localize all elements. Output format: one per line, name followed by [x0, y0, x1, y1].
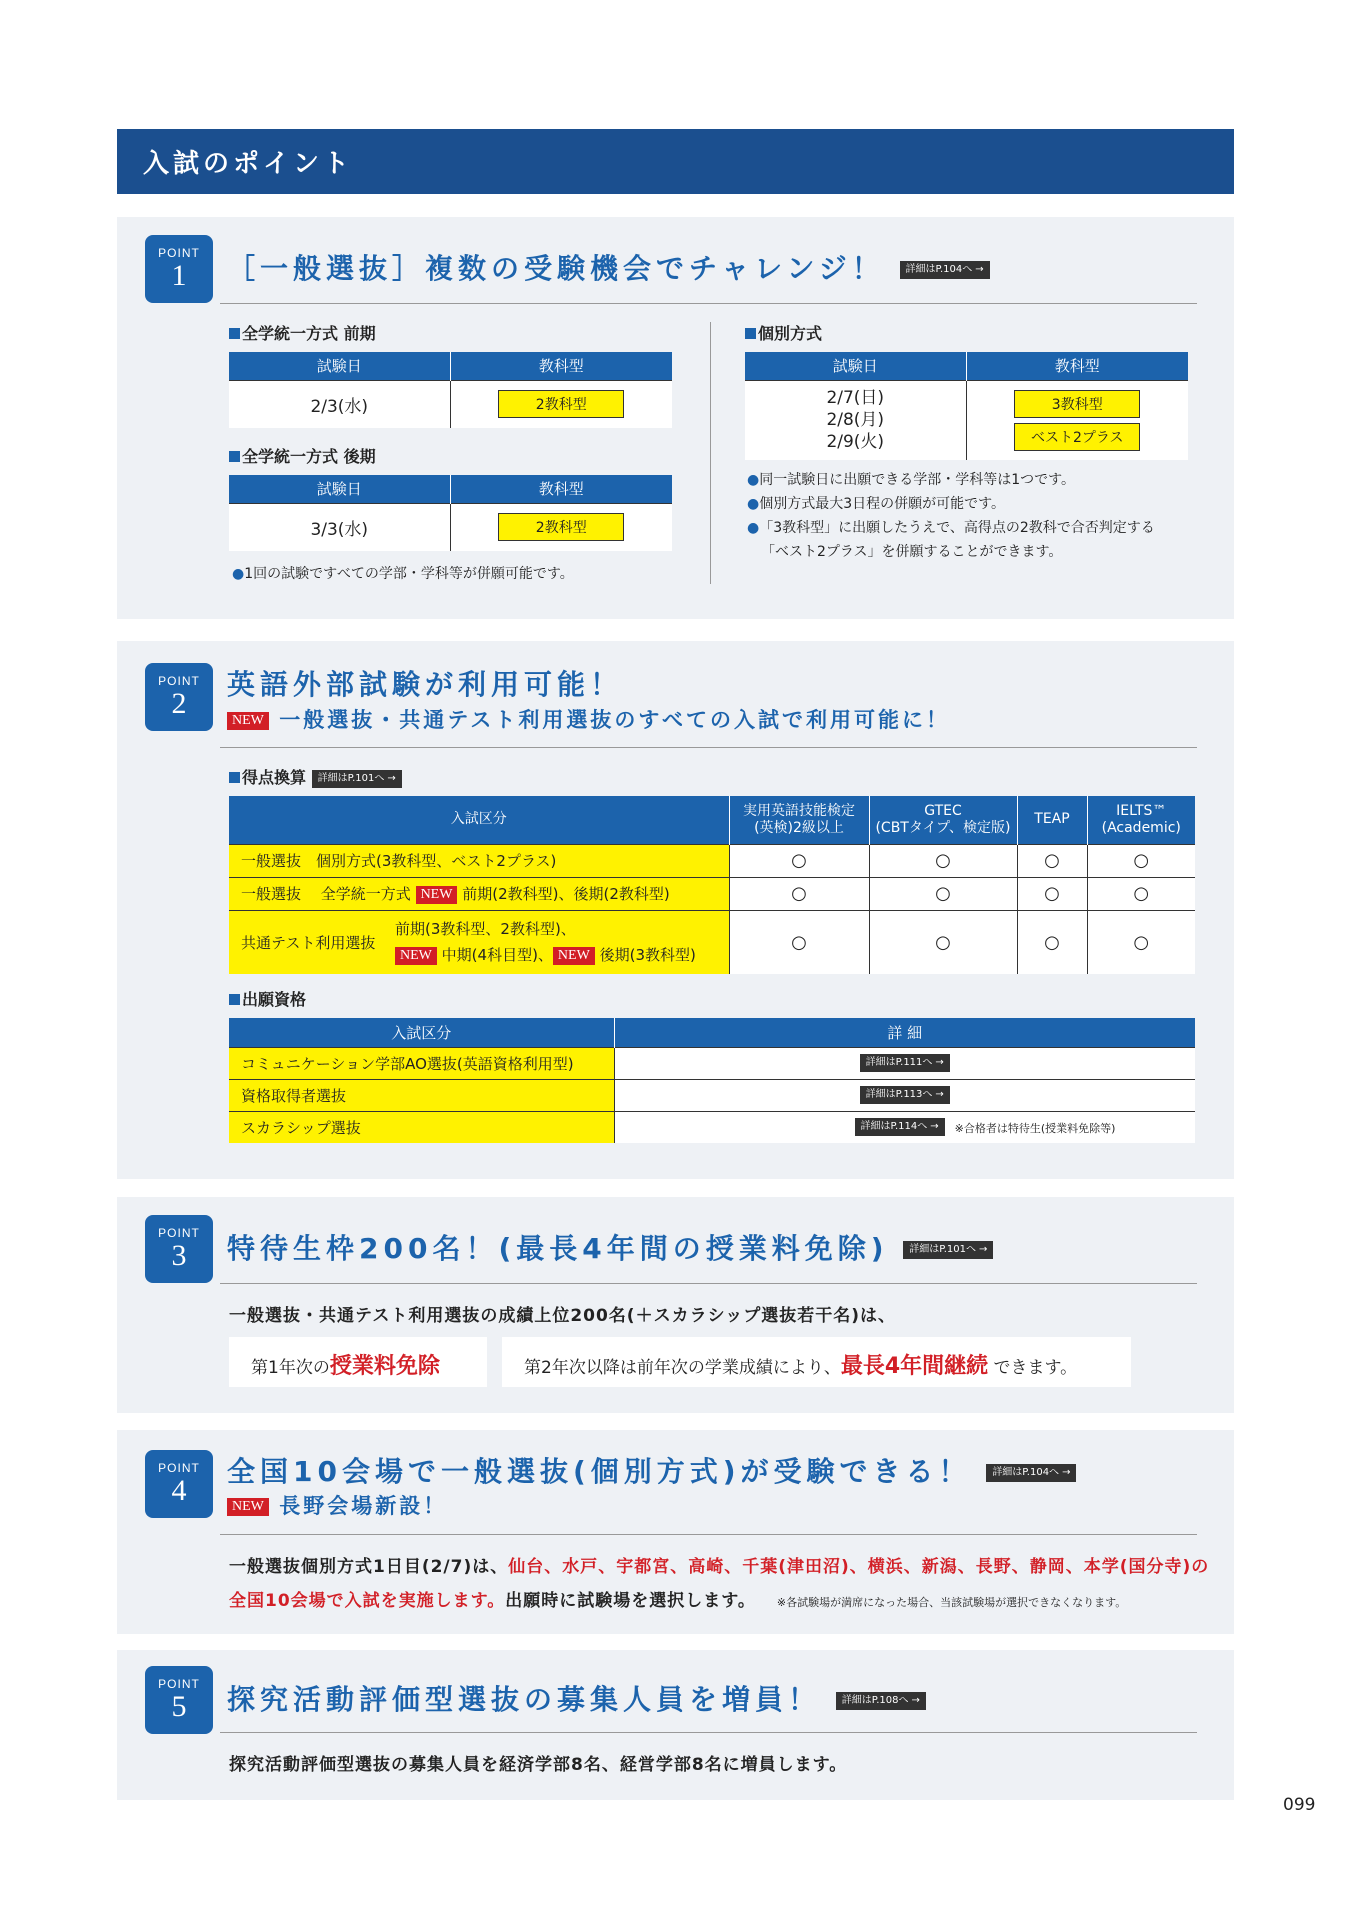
row-label-text: 前期(2教科型)、後期(2教科型) [462, 885, 670, 903]
point1-panel [117, 217, 1234, 619]
subject-type-cell [450, 380, 672, 428]
row-label-text: 後期(3教科型) [599, 946, 696, 965]
col-type: 教科型 [450, 475, 672, 503]
point-word: POINT [158, 1677, 200, 1691]
circle-mark: ○ [1087, 877, 1195, 910]
col-type: 教科型 [450, 352, 672, 380]
point3-ref[interactable] [903, 1241, 993, 1259]
point-number: 3 [171, 1239, 187, 1272]
circle-mark: ○ [869, 910, 1017, 974]
new-badge: NEW [227, 712, 269, 730]
subject-type-cell [450, 503, 672, 551]
point5-panel [117, 1650, 1234, 1800]
point4-title [227, 1450, 1076, 1490]
point4-subtitle [227, 1490, 447, 1520]
point3-box2 [502, 1337, 1131, 1387]
ref-text: 詳細はP.113へ [865, 1089, 933, 1100]
point3-title-text: 特待生枠200名！(最長4年間の授業料免除) [227, 1232, 889, 1265]
circle-mark: ○ [729, 910, 869, 974]
square-bullet-icon [745, 328, 756, 339]
column-divider [710, 322, 711, 584]
point4-badge [145, 1450, 213, 1518]
note-item [747, 492, 1155, 516]
ref-text: 詳細はP.101へ [909, 1244, 977, 1255]
subject-type: 2教科型 [498, 390, 624, 418]
point4-line2 [229, 1586, 1126, 1611]
square-bullet-icon [229, 772, 240, 783]
note-text: 個別方式最大3日程の併願が可能です。 [759, 496, 1006, 512]
bullet-icon: ● [232, 566, 245, 582]
detail-note: ※合格者は特待生(授業料免除等) [954, 1122, 1116, 1136]
circle-mark: ○ [1017, 910, 1087, 974]
bullet-icon: ● [747, 472, 760, 488]
point3-box1 [229, 1337, 487, 1387]
col-ielts-line: IELTS™ [1116, 802, 1167, 819]
point1-rule [220, 303, 1197, 304]
circle-mark: ○ [869, 877, 1017, 910]
box-text: できます。 [993, 1358, 1078, 1378]
table-row [229, 1047, 1195, 1079]
col-date: 試験日 [229, 475, 450, 503]
point-word: POINT [158, 1226, 200, 1240]
row-label-text: 前期(3教科型、2教科型)、 [395, 920, 576, 939]
square-bullet-icon [229, 451, 240, 462]
col-eiken [729, 796, 869, 844]
zenki-heading [229, 321, 376, 344]
point3-rule [220, 1283, 1197, 1284]
kobetsu-table [745, 352, 1188, 460]
point1-badge [145, 235, 213, 303]
new-badge: NEW [395, 947, 437, 965]
detail-ref[interactable] [860, 1086, 950, 1104]
table-row [229, 844, 1195, 877]
subject-type: 3教科型 [1014, 390, 1140, 418]
bullet-icon: ● [747, 520, 760, 536]
score-heading-text: 得点換算 [242, 768, 307, 787]
circle-mark: ○ [1017, 877, 1087, 910]
left-note [232, 562, 574, 586]
row-label: 一般選抜 個別方式(3教科型、ベスト2プラス) [229, 844, 729, 877]
point3-title [227, 1227, 993, 1267]
row-label-text: 共通テスト利用選抜 [241, 933, 376, 952]
point-word: POINT [158, 1461, 200, 1475]
venue-note: ※各試験場が満席になった場合、当該試験場が選択できなくなります。 [776, 1596, 1127, 1609]
exam-date: 2/9(火) [826, 432, 885, 453]
arrow-right-icon: → [935, 1057, 944, 1068]
row-label [229, 910, 729, 974]
right-notes [747, 468, 1155, 564]
col-category: 入試区分 [229, 796, 729, 844]
circle-mark: ○ [729, 877, 869, 910]
arrow-right-icon: → [911, 1695, 920, 1706]
point3-panel [117, 1197, 1234, 1413]
ref-text: 詳細はP.104へ [905, 264, 973, 275]
point4-rule [220, 1534, 1197, 1535]
application-heading-text: 出願資格 [242, 990, 307, 1009]
zenki-heading-text: 全学統一方式 前期 [242, 324, 376, 343]
row-label: コミュニケーション学部AO選抜(英語資格利用型) [229, 1047, 614, 1079]
subject-types [966, 380, 1188, 460]
exam-date: 3/3(水) [229, 503, 450, 551]
ref-text: 詳細はP.111へ [865, 1057, 933, 1068]
new-badge: NEW [227, 1498, 269, 1516]
col-ielts-line: (Academic) [1101, 819, 1181, 836]
point4-panel [117, 1430, 1234, 1634]
left-note-text: 1回の試験ですべての学部・学科等が併願可能です。 [244, 566, 574, 582]
venue-list: 仙台、水戸、宇都宮、高崎、千葉(津田沼)、横浜、新潟、長野、静岡、本学(国分寺)の [508, 1557, 1210, 1577]
table-row [229, 1079, 1195, 1111]
note-item [747, 516, 1155, 540]
kouki-heading [229, 444, 376, 467]
new-badge: NEW [553, 947, 595, 965]
row-label [229, 877, 729, 910]
note-text: 「ベスト2プラス」を併願することができます。 [761, 544, 1063, 560]
subject-type: 2教科型 [498, 513, 624, 541]
col-ielts [1087, 796, 1195, 844]
exam-date: 2/7(日) [826, 388, 885, 409]
circle-mark: ○ [1017, 844, 1087, 877]
point2-rule [220, 747, 1197, 748]
ref-text: 詳細はP.101へ [317, 772, 385, 784]
point4-line1 [229, 1552, 1209, 1577]
row-label-text: 中期(4科目型)、 [441, 946, 553, 965]
point3-body: 一般選抜・共通テスト利用選抜の成績上位200名(＋スカラシップ選抜若干名)は、 [229, 1306, 897, 1326]
point-number: 4 [171, 1474, 187, 1507]
col-date: 試験日 [229, 352, 450, 380]
row-label-line [395, 942, 696, 968]
body-text: 一般選抜個別方式1日目(2/7)は、 [229, 1557, 509, 1577]
venue-summary: 全国10会場で入試を実施します。 [229, 1591, 506, 1611]
kobetsu-heading-text: 個別方式 [758, 324, 823, 343]
new-badge: NEW [416, 886, 458, 904]
col-category: 入試区分 [229, 1018, 614, 1047]
point-word: POINT [158, 246, 200, 260]
kouki-table [229, 475, 672, 551]
box-highlight: 授業料免除 [329, 1354, 440, 1379]
point1-ref[interactable] [900, 261, 990, 279]
exam-date: 2/3(水) [229, 380, 450, 428]
col-type: 教科型 [966, 352, 1188, 380]
row-label: 資格取得者選抜 [229, 1079, 614, 1111]
box-text: 第2年次以降は前年次の学業成績により、 [524, 1358, 841, 1378]
row-label: スカラシップ選抜 [229, 1111, 614, 1143]
application-table [229, 1018, 1195, 1143]
detail-cell [614, 1079, 1195, 1111]
arrow-right-icon: → [387, 772, 396, 784]
col-gtec-line: (CBTタイプ、検定版) [875, 819, 1011, 836]
kobetsu-heading [745, 321, 822, 344]
square-bullet-icon [229, 994, 240, 1005]
note-item [747, 540, 1155, 564]
point4-subtitle-text: 長野会場新設！ [279, 1494, 448, 1518]
score-table [229, 796, 1195, 974]
point-number: 1 [171, 259, 187, 292]
page-number: 099 [1283, 1795, 1316, 1815]
point4-title-text: 全国10会場で一般選抜(個別方式)が受験できる！ [227, 1455, 972, 1488]
col-teap: TEAP [1017, 796, 1087, 844]
table-row [229, 877, 1195, 910]
point1-title [227, 247, 990, 287]
score-ref[interactable] [312, 770, 402, 788]
col-gtec [869, 796, 1017, 844]
subject-type: ベスト2プラス [1014, 423, 1140, 451]
bullet-icon: ● [747, 496, 760, 512]
section-title: 入試のポイント [143, 149, 354, 179]
kouki-heading-text: 全学統一方式 後期 [242, 447, 376, 466]
point-number: 5 [171, 1690, 187, 1723]
box-text: 第1年次の [251, 1358, 330, 1378]
col-eiken-line: (英検)2級以上 [754, 819, 844, 836]
point2-subtitle [227, 704, 950, 734]
zenki-table [229, 352, 672, 428]
arrow-right-icon: → [1062, 1467, 1071, 1478]
note-item [747, 468, 1155, 492]
application-heading [229, 987, 306, 1010]
ref-text: 詳細はP.104へ [992, 1467, 1060, 1478]
arrow-right-icon: → [975, 264, 984, 275]
ref-text: 詳細はP.108へ [841, 1695, 909, 1706]
point-number: 2 [171, 687, 187, 720]
circle-mark: ○ [1087, 910, 1195, 974]
circle-mark: ○ [729, 844, 869, 877]
point-word: POINT [158, 674, 200, 688]
table-row [229, 910, 1195, 974]
point2-subtitle-text: 一般選抜・共通テスト利用選抜のすべての入試で利用可能に！ [279, 708, 950, 732]
circle-mark: ○ [1087, 844, 1195, 877]
point2-badge [145, 663, 213, 731]
detail-ref[interactable] [860, 1054, 950, 1072]
circle-mark: ○ [869, 844, 1017, 877]
body-text: 出願時に試験場を選択します。 [505, 1591, 756, 1611]
score-heading [229, 765, 402, 788]
point2-title: 英語外部試験が利用可能！ [227, 668, 624, 701]
square-bullet-icon [229, 328, 240, 339]
ref-text: 詳細はP.114へ [860, 1121, 928, 1133]
arrow-right-icon: → [979, 1244, 988, 1255]
detail-cell [614, 1111, 1195, 1143]
exam-dates [745, 380, 966, 460]
point5-badge [145, 1666, 213, 1734]
point4-ref[interactable] [986, 1464, 1076, 1482]
arrow-right-icon: → [935, 1089, 944, 1100]
note-text: 同一試験日に出願できる学部・学科等は1つです。 [759, 472, 1076, 488]
point1-title-text: ［一般選抜］複数の受験機会でチャレンジ！ [227, 252, 885, 285]
exam-date: 2/8(月) [826, 410, 885, 431]
detail-cell [614, 1047, 1195, 1079]
col-detail: 詳 細 [614, 1018, 1195, 1047]
point3-badge [145, 1215, 213, 1283]
point5-rule [220, 1732, 1197, 1733]
point2-panel [117, 641, 1234, 1179]
section-header [117, 129, 1234, 194]
box-highlight: 最長4年間継続 [840, 1354, 989, 1379]
detail-ref[interactable] [855, 1118, 945, 1136]
col-date: 試験日 [745, 352, 966, 380]
col-gtec-line: GTEC [924, 802, 962, 819]
point5-body: 探究活動評価型選抜の募集人員を経済学部8名、経営学部8名に増員します。 [229, 1755, 848, 1775]
point5-title [227, 1678, 926, 1718]
table-row [229, 1111, 1195, 1143]
col-eiken-line: 実用英語技能検定 [743, 802, 855, 819]
point5-ref[interactable] [836, 1692, 926, 1710]
row-label-text: 一般選抜 全学統一方式 [241, 885, 411, 903]
note-text: 「3教科型」に出願したうえで、高得点の2教科で合否判定する [759, 520, 1155, 536]
arrow-right-icon: → [930, 1121, 939, 1133]
point5-title-text: 探究活動評価型選抜の募集人員を増員！ [227, 1683, 822, 1716]
